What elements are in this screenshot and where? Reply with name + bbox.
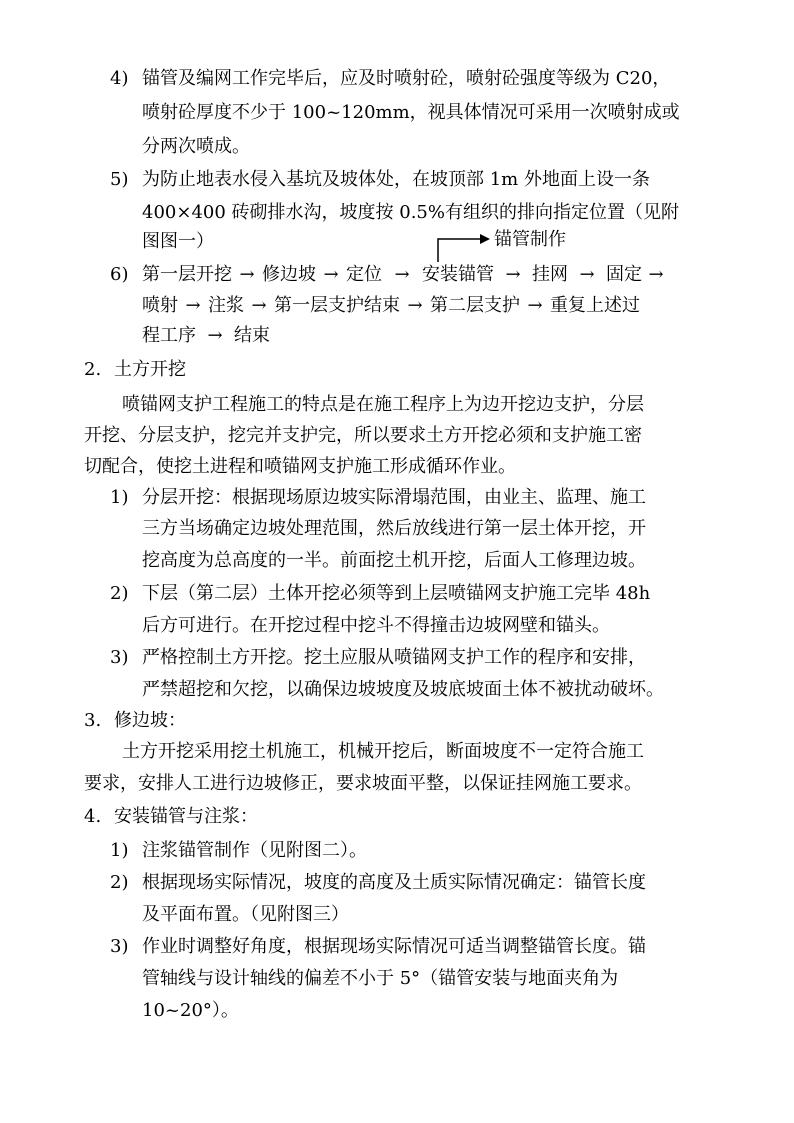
text-line: 锚管及编网工作完毕后，应及时喷射砼，喷射砼强度等级为 C20， [142, 68, 671, 89]
paragraph-line: 喷锚网支护工程施工的特点是在施工程序上为边开挖边支护，分层 [122, 394, 644, 415]
arrow-icon: → [239, 264, 255, 285]
flow-step: 固定 [606, 264, 642, 285]
flow-step: 挂网 [532, 264, 568, 285]
flow-step: 喷射 [142, 295, 178, 316]
flow-step: 定位 [346, 264, 382, 285]
item-number: 2) [110, 872, 129, 893]
section-number: 2. [84, 359, 102, 380]
item-number: 4) [110, 68, 129, 89]
arrow-icon: → [648, 264, 664, 285]
text-line: 喷射砼厚度不少于 100~120mm，视具体情况可采用一次喷射成或 [142, 102, 680, 123]
item-number: 1) [110, 840, 129, 861]
flow-row-2 [142, 293, 640, 319]
paragraph-line: 要求，安排人工进行边坡修正，要求坡面平整，以保证挂网施工要求。 [84, 773, 642, 794]
arrow-icon: → [527, 295, 543, 316]
section-title: 安装锚管与注浆： [114, 806, 258, 827]
text-line: 挖高度为总高度的一半。前面挖土机开挖，后面人工修理边坡。 [142, 550, 646, 571]
item-number: 2) [110, 583, 129, 604]
arrow-icon: → [579, 264, 595, 285]
flow-step: 结束 [234, 325, 270, 346]
item-number: 6) [110, 264, 129, 285]
text-line: 后方可进行。在开挖过程中挖斗不得撞击边坡网壁和锚头。 [142, 615, 610, 636]
text-line: 注浆锚管制作（见附图二）。 [142, 840, 367, 861]
section-number: 4. [84, 806, 102, 827]
paragraph-line: 开挖、分层支护，挖完并支护完，所以要求土方开挖必须和支护施工密 [84, 425, 642, 446]
text-line: 三方当场确定边坡处理范围，然后放线进行第一层土体开挖，开 [142, 518, 646, 539]
text-line: 分两次喷成。 [142, 136, 250, 157]
flow-step: 重复上述过 [550, 295, 640, 316]
arrow-icon: → [251, 295, 267, 316]
text-line: 图图一） [142, 231, 214, 252]
text-line: 作业时调整好角度，根据现场实际情况可适当调整锚管长度。锚 [142, 936, 646, 957]
text-line: 400×400 砖砌排水沟，坡度按 0.5%有组织的排向指定位置（见附 [142, 202, 679, 223]
item-number: 5) [110, 169, 129, 190]
flow-step: 修边坡 [262, 264, 316, 285]
flow-step: 安装锚管 [422, 264, 494, 285]
flow-row-3 [142, 323, 270, 349]
flow-step: 注浆 [208, 295, 244, 316]
text-line: 严禁超挖和欠挖，以确保边坡坡度及坡底坡面土体不被扰动破坏。 [142, 679, 664, 700]
text-line: 10~20°）。 [142, 1000, 239, 1021]
paragraph-line: 切配合，使挖土进程和喷锚网支护施工形成循环作业。 [84, 456, 516, 477]
text-line: 管轴线与设计轴线的偏差不小于 5°（锚管安装与地面夹角为 [142, 968, 619, 989]
paragraph-line: 土方开挖采用挖土机施工，机械开挖后，断面坡度不一定符合施工 [122, 741, 644, 762]
item-number: 3) [110, 647, 129, 668]
text-line: 分层开挖：根据现场原边坡实际滑塌范围，由业主、监理、施工 [142, 487, 646, 508]
section-title: 土方开挖 [114, 359, 186, 380]
arrow-icon: → [505, 264, 521, 285]
arrow-icon: → [185, 295, 201, 316]
flow-branch-label: 锚管制作 [494, 229, 566, 250]
text-line: 为防止地表水侵入基坑及坡体处，在坡顶部 1m 外地面上设一条 [142, 169, 650, 190]
text-line: 及平面布置。（见附图三） [142, 904, 349, 925]
flow-step: 第一层开挖 [142, 264, 232, 285]
arrow-icon: → [323, 264, 339, 285]
arrow-icon: → [207, 325, 223, 346]
flow-step: 第一层支护结束 [274, 295, 400, 316]
text-line: 下层（第二层）土体开挖必须等到上层喷锚网支护施工完毕 48h [142, 583, 651, 604]
arrow-icon: → [394, 264, 410, 285]
section-title: 修边坡： [114, 710, 186, 731]
section-number: 3. [84, 710, 102, 731]
flow-row-1 [142, 262, 670, 288]
flow-step: 程工序 [142, 325, 196, 346]
text-line: 根据现场实际情况，坡度的高度及土质实际情况确定：锚管长度 [142, 872, 646, 893]
text-line: 严格控制土方开挖。挖土应服从喷锚网支护工作的程序和安排， [142, 647, 646, 668]
arrow-icon: → [407, 295, 423, 316]
flow-step: 第二层支护 [430, 295, 520, 316]
item-number: 1) [110, 487, 129, 508]
item-number: 3) [110, 936, 129, 957]
